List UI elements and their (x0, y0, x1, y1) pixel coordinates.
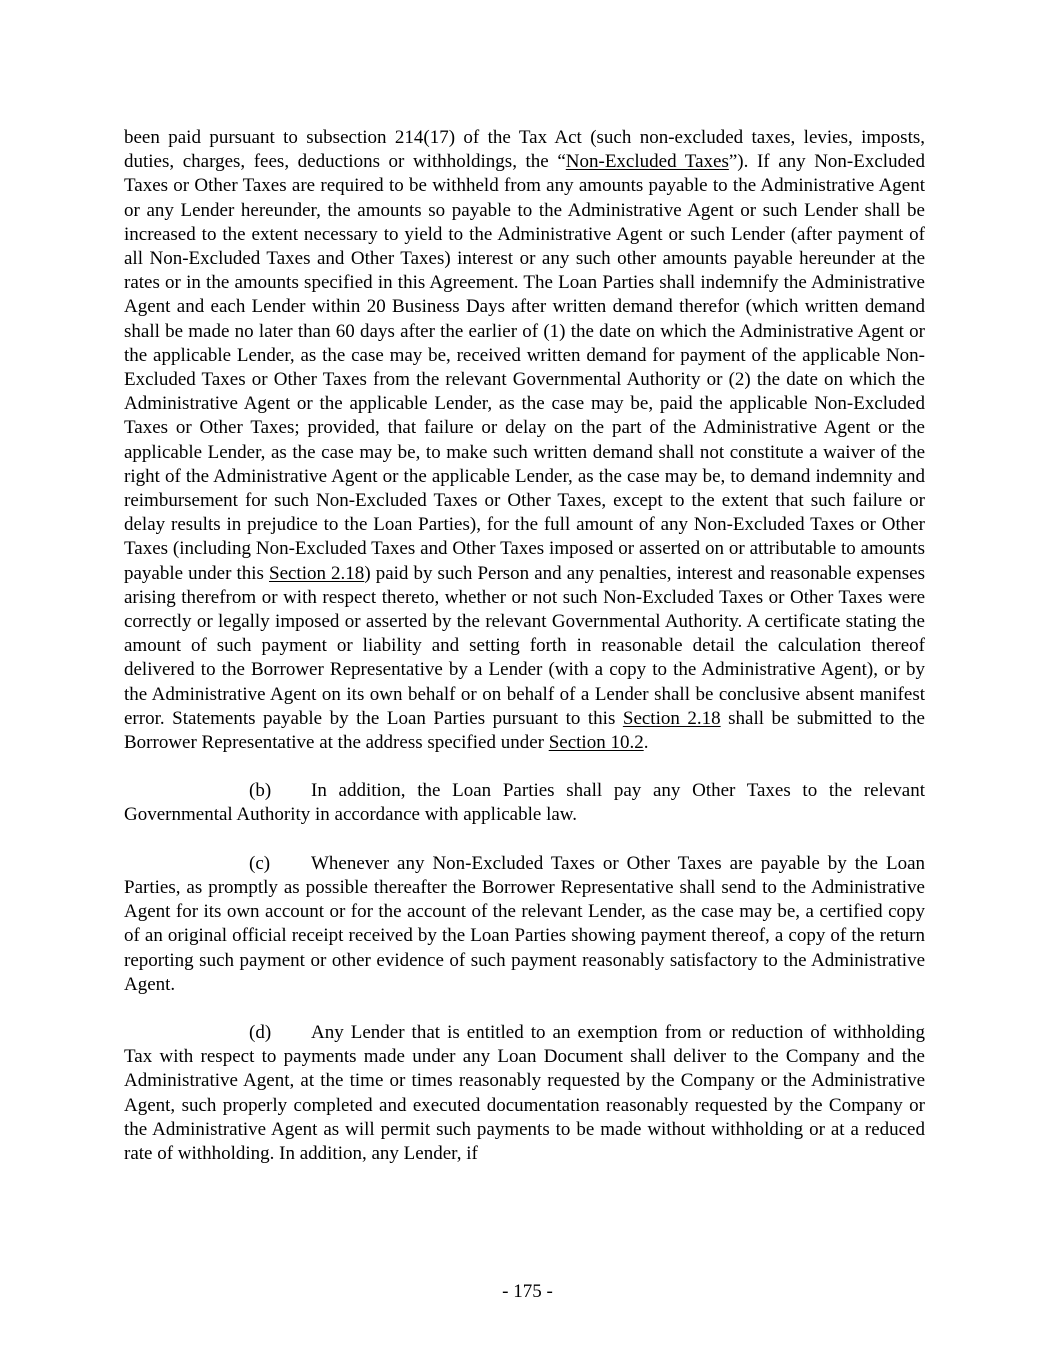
paragraph-a-text-5: . (643, 732, 649, 754)
section-reference-2-18-second: Section 2.18 (622, 707, 721, 729)
page-number: - 175 - (502, 1281, 553, 1302)
paragraph-a-text-1: been paid pursuant to subsection 214(17) of the Tax Act (such non-excluded taxes, levies, imposts, duties, charges, fees, deductions or withholdings, the “ (124, 127, 925, 173)
paragraph-c-text: Whenever any Non-Excluded Taxes or Other Taxes are payable by the Loan Parties, as promptly as possible thereafter the Borrower Representative shall send to the Administrative Agent for its own account or for the account of the relevant Lender, as the case may be, a certified copy of an original official receipt received by the Loan Parties showing payment thereof, a copy of the return reporting such payment or other evidence of such payment reasonably satisfactory to the Administrative Agent. (124, 852, 925, 995)
paragraph-a-text-4: shall be submitted to the Borrower Representative at the address specified under (124, 707, 925, 754)
document-body (124, 126, 925, 1190)
paragraph-c-marker: (c) (249, 852, 271, 874)
paragraph-a-text-2: ”). If any Non-Excluded Taxes or Other Taxes are required to be withheld from any amounts payable to the Administrative Agent or any Lender hereunder, the amounts so payable to the Administrative Agent or such Lender shall be increased to the extent necessary to yield to the Administrative Agent or such Lender (after payment of all Non-Excluded Taxes and Other Taxes) interest or any such other amounts payable hereunder at the rates or in the amounts specified in this Agreement. The Loan Parties shall indemnify the Administrative Agent and each Lender within 20 Business Days after written demand therefor (which written demand shall be made no later than 60 days after the earlier of (1) the date on which the Administrative Agent or the applicable Lender, as the case may be, received written demand for payment of the applicable Non-Excluded Taxes or Other Taxes from the relevant Governmental Authority or (2) the date on which the Administrative Agent or the applicable Lender, as the case may be, paid the applicable Non-Excluded Taxes or Other Taxes; provided, that failure or delay on the part of the Administrative Agent or the applicable Lender, as the case may be, to make such written demand shall not constitute a waiver of the right of the Administrative Agent or the applicable Lender, as the case may be, to demand indemnity and reimbursement for such Non-Excluded Taxes or Other Taxes, except to the extent that such failure or delay results in prejudice to the Loan Parties), for the full amount of any Non-Excluded Taxes or Other Taxes (including Non-Excluded Taxes and Other Taxes imposed or asserted on or attributable to amounts payable under this (124, 151, 926, 584)
paragraph-d (124, 1021, 925, 1166)
paragraph-b-text: In addition, the Loan Parties shall pay any Other Taxes to the relevant Governmental Authority in accordance with applicable law. (124, 780, 925, 826)
paragraph-d-marker: (d) (249, 1021, 272, 1043)
paragraph-a-text-3: ) paid by such Person and any penalties, interest and reasonable expenses arising therefrom or with respect thereto, whether or not such Non-Excluded Taxes or Other Taxes were correctly or legally imposed or asserted by the relevant Governmental Authority. A certificate stating the amount of such payment or liability and setting forth in reasonable detail the calculation thereof delivered to the Borrower Representative by a Lender (with a copy to the Administrative Agent), or by the Administrative Agent on its own behalf or on behalf of a Lender shall be conclusive absent manifest error. Statements payable by the Loan Parties pursuant to this (124, 562, 925, 729)
paragraph-b (124, 779, 925, 827)
paragraph-d-text: Any Lender that is entitled to an exemption from or reduction of withholding Tax with respect to payments made under any Loan Document shall deliver to the Company and the Administrative Agent, at the time or times reasonably requested by the Company or the Administrative Agent, such properly completed and executed documentation reasonably requested by the Company or the Administrative Agent as will permit such payments to be made without withholding or at a reduced rate of withholding. In addition, any Lender, if (124, 1021, 925, 1164)
paragraph-c (124, 852, 925, 997)
paragraph-a (124, 126, 925, 755)
section-reference-10-2: Section 10.2 (548, 732, 644, 754)
defined-term-non-excluded-taxes: Non-Excluded Taxes (565, 151, 729, 173)
section-reference-2-18: Section 2.18 (269, 562, 365, 584)
paragraph-b-marker: (b) (249, 780, 272, 802)
